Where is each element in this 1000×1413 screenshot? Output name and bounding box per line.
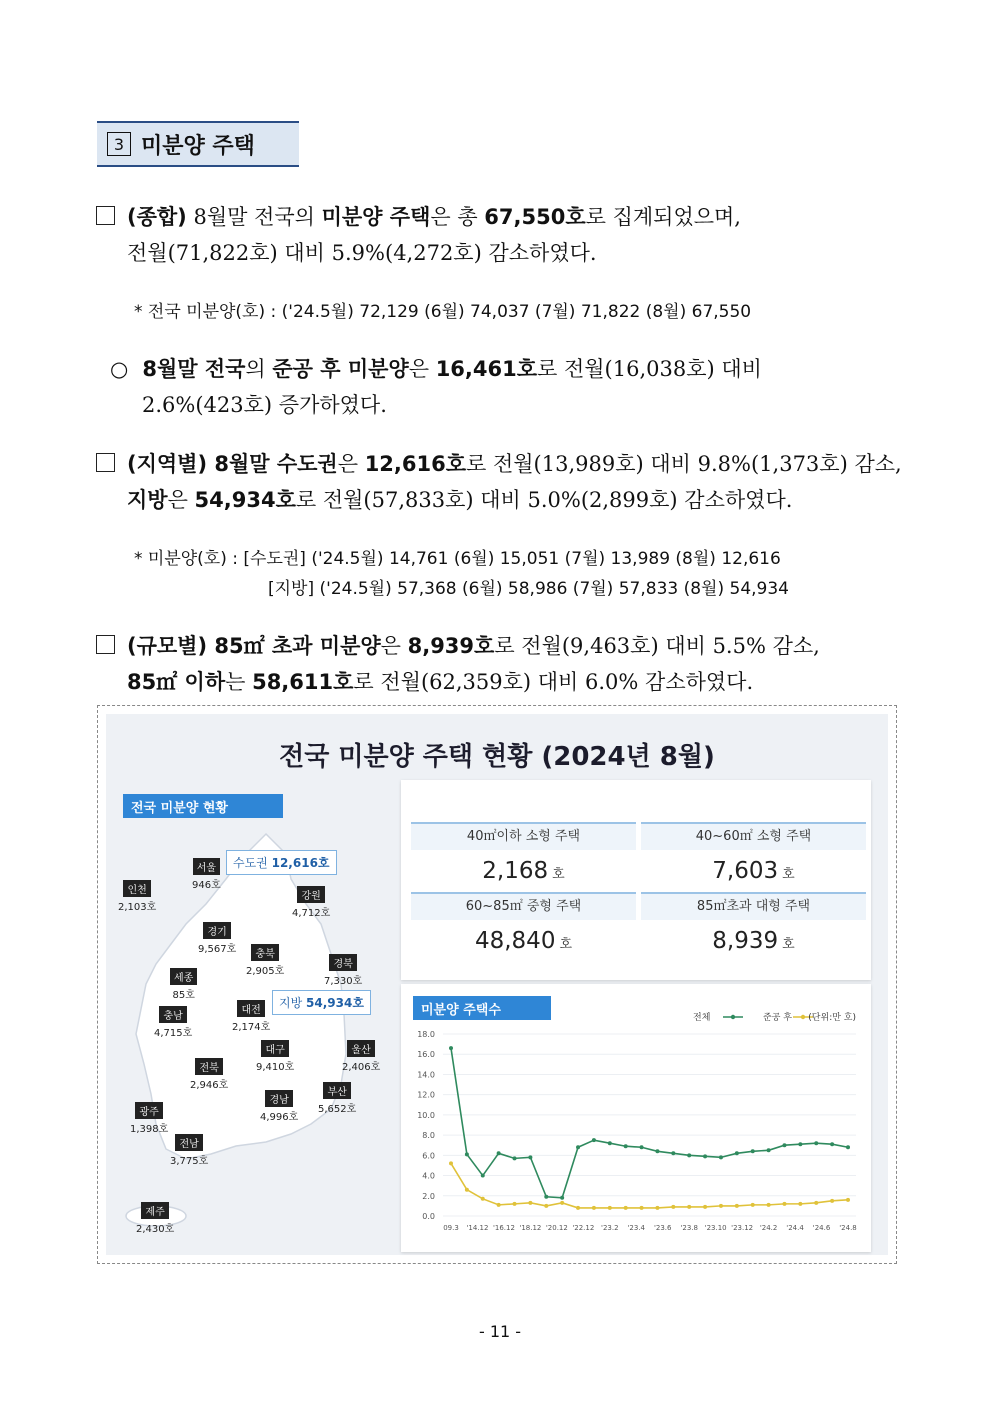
data-point <box>544 1195 548 1199</box>
region-value: 2,430호 <box>136 1224 175 1235</box>
section-title: 미분양 주택 <box>141 133 255 159</box>
size-label: 40㎡이하 소형 주택 <box>411 822 636 850</box>
size-cell-3 <box>641 892 866 954</box>
data-point <box>719 1204 723 1208</box>
checkbox-square-icon <box>96 635 115 654</box>
y-tick-label: 10.0 <box>417 1110 435 1120</box>
legend-marker <box>801 1015 805 1019</box>
data-point <box>735 1204 739 1208</box>
size-cell-1 <box>641 822 866 884</box>
region-name: 광주 <box>135 1102 162 1119</box>
region-value: 9,567호 <box>198 944 237 955</box>
data-point <box>735 1151 739 1155</box>
size-cell-0 <box>411 822 636 884</box>
x-tick-label: '23.4 <box>627 1224 646 1232</box>
region-value: 7,330호 <box>324 976 363 987</box>
data-point <box>513 1156 517 1160</box>
data-point <box>592 1138 596 1142</box>
region-3 <box>198 920 236 955</box>
legend-label: 전체 <box>693 1013 711 1023</box>
x-tick-label: '23.12 <box>731 1224 754 1232</box>
data-point <box>655 1206 659 1210</box>
data-point <box>671 1205 675 1209</box>
y-tick-label: 12.0 <box>417 1090 435 1100</box>
size-value: 8,939 호 <box>712 928 795 954</box>
region-name: 울산 <box>347 1040 374 1057</box>
x-tick-label: '24.4 <box>786 1224 804 1232</box>
region-15 <box>170 1132 208 1167</box>
x-tick-label: '18.12 <box>519 1224 542 1232</box>
data-point <box>798 1202 802 1206</box>
region-value: 4,712호 <box>292 908 331 919</box>
region-value: 2,174호 <box>232 1022 271 1033</box>
y-tick-label: 4.0 <box>422 1171 435 1181</box>
data-point <box>481 1197 485 1201</box>
region-name: 경기 <box>203 922 230 939</box>
page-number: - 11 - <box>478 1322 522 1341</box>
x-tick-label: '20.12 <box>545 1224 568 1232</box>
x-tick-label: '23.6 <box>653 1224 672 1232</box>
data-point <box>640 1145 644 1149</box>
data-point <box>830 1142 834 1146</box>
data-point <box>481 1174 485 1178</box>
region-11 <box>190 1056 228 1091</box>
region-name: 충북 <box>251 944 278 961</box>
data-point <box>449 1161 453 1165</box>
x-tick-label: '24.2 <box>759 1224 778 1232</box>
note-national: * 전국 미분양(호) : ('24.5월) 72,129 (6월) 74,037 (7월) 71,822 (8월) 67,550 <box>134 302 752 322</box>
checkbox-square-icon <box>96 453 115 472</box>
region-name: 세종 <box>170 968 197 985</box>
region-value: 3,775호 <box>170 1156 209 1167</box>
data-point <box>830 1199 834 1203</box>
x-tick-label: '23.8 <box>680 1224 698 1232</box>
data-point <box>624 1206 628 1210</box>
region-name: 대구 <box>261 1040 288 1057</box>
data-point <box>751 1203 755 1207</box>
data-point <box>465 1188 469 1192</box>
data-point <box>655 1149 659 1153</box>
chart-tag: 미분양 주택수 <box>413 996 551 1020</box>
data-point <box>560 1196 564 1200</box>
data-point <box>624 1144 628 1148</box>
region-4 <box>246 942 284 977</box>
y-tick-label: 2.0 <box>422 1191 435 1201</box>
x-tick-label: '23.10 <box>704 1224 727 1232</box>
data-point <box>846 1145 850 1149</box>
region-2 <box>292 884 330 919</box>
data-point <box>528 1201 532 1205</box>
region-name: 대전 <box>237 1000 264 1017</box>
data-point <box>576 1206 580 1210</box>
data-point <box>814 1141 818 1145</box>
x-tick-label: 09.3 <box>443 1224 459 1232</box>
data-point <box>751 1149 755 1153</box>
capital-callout: 수도권 12,616호 <box>226 850 337 875</box>
region-1 <box>118 878 156 913</box>
data-point <box>782 1143 786 1147</box>
region-name: 충남 <box>159 1006 186 1023</box>
x-tick-label: '22.12 <box>572 1224 595 1232</box>
x-tick-label: '14.12 <box>466 1224 489 1232</box>
size-label: 85㎡초과 대형 주택 <box>641 892 866 920</box>
region-value: 2,905호 <box>246 966 285 977</box>
region-name: 경남 <box>265 1090 292 1107</box>
data-point <box>798 1142 802 1146</box>
section-header <box>97 121 299 167</box>
region-13 <box>260 1088 298 1123</box>
series-line-1 <box>451 1163 848 1207</box>
size-value: 7,603 호 <box>712 858 795 884</box>
chart-panel <box>401 984 871 1252</box>
infographic-background <box>106 714 888 1255</box>
size-value: 48,840 호 <box>474 928 573 954</box>
data-point <box>497 1203 501 1207</box>
size-label: 60~85㎡ 중형 주택 <box>411 892 636 920</box>
region-name: 부산 <box>323 1082 350 1099</box>
data-point <box>544 1204 548 1208</box>
data-point <box>608 1206 612 1210</box>
data-point <box>687 1205 691 1209</box>
y-tick-label: 6.0 <box>422 1151 435 1161</box>
region-10 <box>342 1038 380 1073</box>
paragraph-size: (규모별) 85㎡ 초과 미분양은 8,939호로 전월(9,463호) 대비 5.5% 감소, 85㎡ 이하는 58,611호로 전월(62,359호) 대비 6.0% 감소하였다. <box>96 628 911 700</box>
unit-note: (단위:만 호) <box>808 1013 856 1023</box>
data-point <box>767 1148 771 1152</box>
y-tick-label: 8.0 <box>422 1131 435 1141</box>
infographic-title: 전국 미분양 주택 현황 (2024년 8월) <box>279 742 715 772</box>
region-name: 경북 <box>329 954 356 971</box>
region-value: 946호 <box>192 880 221 891</box>
x-tick-label: '16.12 <box>492 1224 515 1232</box>
legend-marker <box>731 1015 735 1019</box>
y-tick-label: 18.0 <box>417 1030 435 1039</box>
region-name: 강원 <box>297 886 324 903</box>
data-point <box>560 1201 564 1205</box>
x-tick-label: '24.8 <box>839 1224 857 1232</box>
region-7 <box>154 1004 192 1039</box>
data-point <box>608 1141 612 1145</box>
data-point <box>513 1202 517 1206</box>
region-value: 1,398호 <box>130 1124 169 1135</box>
region-5 <box>170 966 197 1001</box>
region-value: 2,103호 <box>118 902 157 913</box>
size-value: 2,168 호 <box>482 858 565 884</box>
data-point <box>703 1154 707 1158</box>
paragraph-regional: (지역별) 8월말 수도권은 12,616호로 전월(13,989호) 대비 9.8%(1,373호) 감소, 지방은 54,934호로 전월(57,833호) 대비 5.0%(2,899호) 감소하였다. <box>96 446 916 518</box>
region-value: 9,410호 <box>256 1062 295 1073</box>
region-value: 4,715호 <box>154 1028 193 1039</box>
infographic <box>97 705 897 1264</box>
region-14 <box>130 1100 168 1135</box>
data-point <box>782 1202 786 1206</box>
data-point <box>576 1145 580 1149</box>
data-point <box>449 1046 453 1050</box>
region-name: 전남 <box>175 1134 202 1151</box>
map-tag: 전국 미분양 현황 <box>123 794 283 818</box>
region-name: 인천 <box>123 880 150 897</box>
region-value: 5,652호 <box>318 1104 357 1115</box>
data-point <box>640 1206 644 1210</box>
legend-label: 준공 후 <box>763 1013 792 1023</box>
data-point <box>814 1201 818 1205</box>
region-value: 4,996호 <box>260 1112 299 1123</box>
data-point <box>671 1151 675 1155</box>
size-cell-2 <box>411 892 636 954</box>
region-value: 2,406호 <box>342 1062 381 1073</box>
x-tick-label: '23.2 <box>601 1224 619 1232</box>
region-value: 85호 <box>172 990 195 1001</box>
checkbox-square-icon <box>96 206 115 225</box>
region-value: 2,946호 <box>190 1080 229 1091</box>
x-tick-label: '24.6 <box>812 1224 831 1232</box>
data-point <box>719 1155 723 1159</box>
y-tick-label: 16.0 <box>417 1050 435 1060</box>
data-point <box>592 1206 596 1210</box>
data-point <box>767 1203 771 1207</box>
local-callout: 지방 54,934호 <box>272 990 371 1015</box>
data-point <box>528 1155 532 1159</box>
region-16 <box>136 1200 174 1235</box>
region-name: 전북 <box>195 1058 222 1075</box>
data-point <box>687 1153 691 1157</box>
section-number: 3 <box>107 132 131 156</box>
y-tick-label: 14.0 <box>417 1070 435 1080</box>
region-0 <box>192 856 221 891</box>
line-chart <box>401 984 871 1252</box>
region-12 <box>318 1080 356 1115</box>
data-point <box>846 1198 850 1202</box>
region-9 <box>256 1038 294 1073</box>
note-regional: * 미분양(호) : [수도권] ('24.5월) 14,761 (6월) 15,051 (7월) 13,989 (8월) 12,616 [지방] ('24.5월) 57,368 (6월) 58,986 (7월) 57,833 (8월) 54,934 <box>134 549 789 599</box>
size-label: 40~60㎡ 소형 주택 <box>641 822 866 850</box>
data-point <box>465 1152 469 1156</box>
data-point <box>703 1205 707 1209</box>
y-tick-label: 0.0 <box>422 1212 435 1221</box>
region-name: 서울 <box>193 858 220 875</box>
region-6 <box>324 952 362 987</box>
paragraph-completed: ○ 8월말 전국의 준공 후 미분양은 16,461호로 전월(16,038호) 대비 2.6%(423호) 증가하였다. <box>110 357 762 417</box>
region-8 <box>232 998 270 1033</box>
paragraph-overall: (종합) 8월말 전국의 미분양 주택은 총 67,550호로 집계되었으며, 전월(71,822호) 대비 5.9%(4,272호) 감소하였다. <box>96 199 911 271</box>
data-point <box>497 1151 501 1155</box>
region-name: 제주 <box>141 1202 168 1219</box>
